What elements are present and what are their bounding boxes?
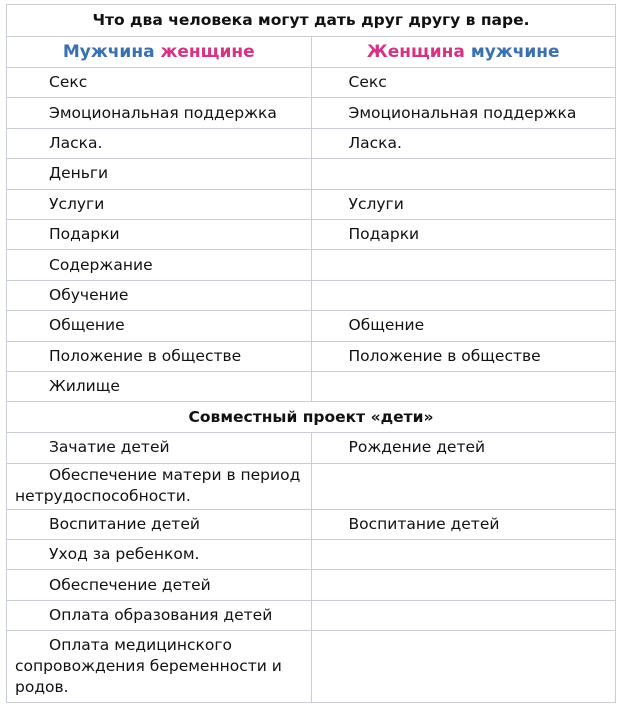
left-cell xyxy=(7,371,312,401)
table-row xyxy=(7,159,616,189)
cell-text: Ласка. xyxy=(49,133,103,152)
cell-text: Положение в обществе xyxy=(49,346,242,365)
table-row xyxy=(7,570,616,600)
table-row xyxy=(7,250,616,280)
cell-text: Воспитание детей xyxy=(348,514,500,533)
right-cell xyxy=(311,570,616,600)
table-row xyxy=(7,463,616,509)
table-row xyxy=(7,280,616,310)
table-row xyxy=(7,341,616,371)
cell-text: Общение xyxy=(348,316,425,335)
cell-text: Обеспечение матери в период нетрудоспособности. xyxy=(15,466,301,506)
left-cell xyxy=(7,600,312,630)
cell-text: Подарки xyxy=(348,225,420,244)
cell-text: Услуги xyxy=(49,194,105,213)
cell-text: Оплата образования детей xyxy=(49,606,273,625)
cell-text: Секс xyxy=(348,73,387,92)
cell-text: Содержание xyxy=(49,255,153,274)
right-cell xyxy=(311,98,616,128)
couple-exchange-table xyxy=(6,4,616,703)
right-cell xyxy=(311,509,616,539)
cell-text: Услуги xyxy=(348,194,404,213)
header-right-woman: Женщина xyxy=(366,41,465,62)
right-cell xyxy=(311,600,616,630)
right-cell xyxy=(311,159,616,189)
table-row xyxy=(7,600,616,630)
left-cell xyxy=(7,433,312,463)
cell-text: Секс xyxy=(49,73,88,92)
right-cell xyxy=(311,341,616,371)
cell-text: Общение xyxy=(49,316,125,335)
right-cell xyxy=(311,280,616,310)
cell-text: Оплата медицинского сопровождения беременности и родов. xyxy=(15,636,282,697)
right-cell xyxy=(311,250,616,280)
right-cell xyxy=(311,219,616,249)
left-cell xyxy=(7,341,312,371)
right-cell xyxy=(311,128,616,158)
table-title: Что два человека могут дать друг другу в паре. xyxy=(7,5,616,37)
left-cell xyxy=(7,98,312,128)
table-row xyxy=(7,68,616,98)
cell-text: Подарки xyxy=(49,225,120,244)
title-row xyxy=(7,5,616,37)
header-left-woman: женщине xyxy=(160,41,255,62)
table-row xyxy=(7,509,616,539)
table-row xyxy=(7,631,616,703)
right-cell xyxy=(311,433,616,463)
cell-text: Эмоциональная поддержка xyxy=(348,103,577,122)
header-woman-to-man xyxy=(311,37,616,68)
left-cell xyxy=(7,570,312,600)
table-row xyxy=(7,371,616,401)
left-cell xyxy=(7,311,312,341)
cell-text: Деньги xyxy=(49,164,109,183)
right-cell xyxy=(311,311,616,341)
left-cell xyxy=(7,631,312,703)
header-right-man: мужчине xyxy=(470,41,560,62)
section-row xyxy=(7,402,616,433)
left-cell xyxy=(7,250,312,280)
cell-text: Рождение детей xyxy=(348,438,486,457)
left-cell xyxy=(7,68,312,98)
cell-text: Зачатие детей xyxy=(49,438,170,457)
left-cell xyxy=(7,219,312,249)
section-title: Совместный проект «дети» xyxy=(7,402,616,433)
table-row xyxy=(7,128,616,158)
left-cell xyxy=(7,280,312,310)
table-row xyxy=(7,540,616,570)
cell-text: Уход за ребенком. xyxy=(49,545,200,564)
left-cell xyxy=(7,159,312,189)
cell-text: Воспитание детей xyxy=(49,514,200,533)
table-row xyxy=(7,189,616,219)
cell-text: Положение в обществе xyxy=(348,346,541,365)
right-cell xyxy=(311,371,616,401)
header-left-man: Мужчина xyxy=(62,41,155,62)
cell-text: Обучение xyxy=(49,285,129,304)
table-row xyxy=(7,98,616,128)
right-cell xyxy=(311,463,616,509)
left-cell xyxy=(7,128,312,158)
left-cell xyxy=(7,509,312,539)
table-row xyxy=(7,311,616,341)
left-cell xyxy=(7,189,312,219)
table-row xyxy=(7,433,616,463)
cell-text: Обеспечение детей xyxy=(49,575,211,594)
header-man-to-woman xyxy=(7,37,312,68)
cell-text: Ласка. xyxy=(348,133,402,152)
header-row xyxy=(7,37,616,68)
right-cell xyxy=(311,68,616,98)
left-cell xyxy=(7,540,312,570)
table-row xyxy=(7,219,616,249)
right-cell xyxy=(311,631,616,703)
cell-text: Жилище xyxy=(49,377,120,396)
right-cell xyxy=(311,189,616,219)
cell-text: Эмоциональная поддержка xyxy=(49,103,277,122)
left-cell xyxy=(7,463,312,509)
right-cell xyxy=(311,540,616,570)
